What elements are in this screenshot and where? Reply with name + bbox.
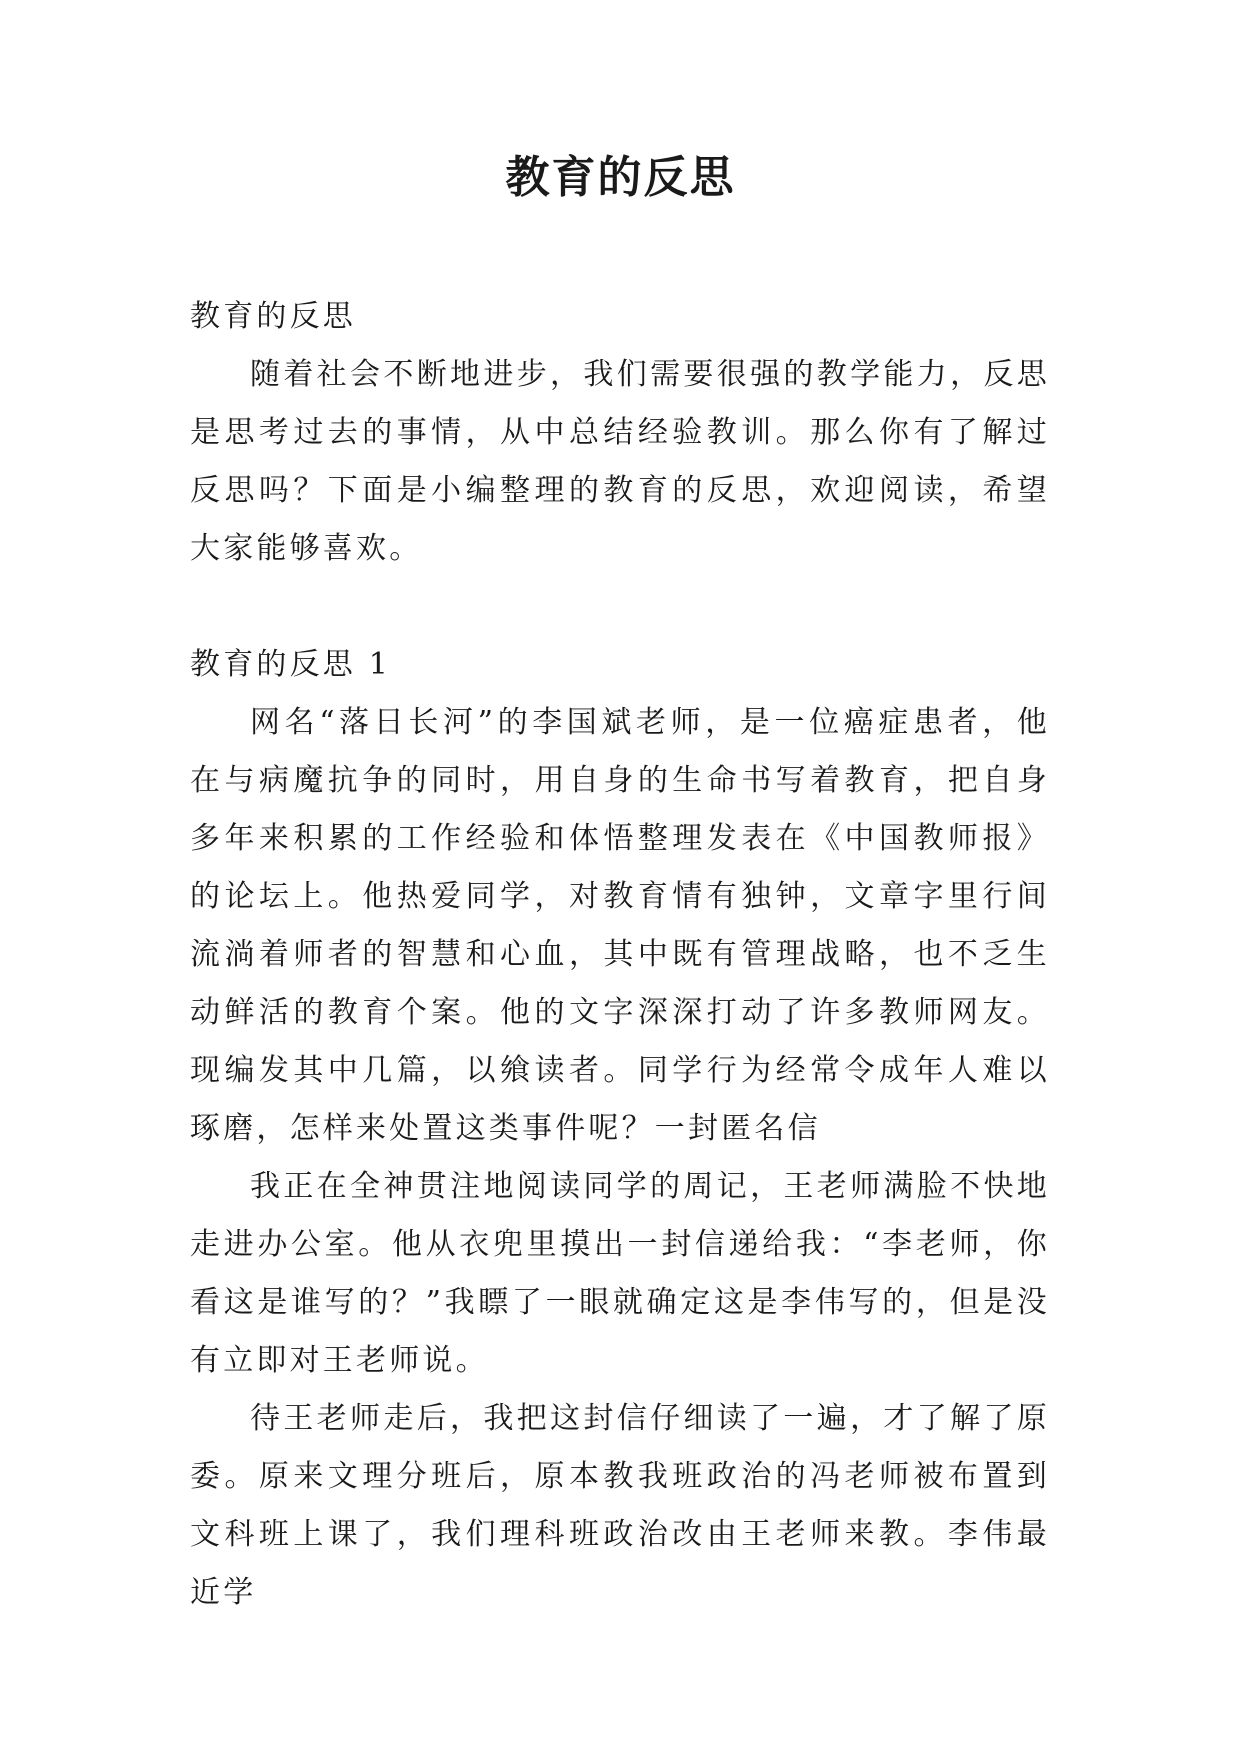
document-body [190, 288, 1050, 1622]
section-heading: 教育的反思 1 [190, 647, 392, 682]
intro-paragraph: 随着社会不断地进步，我们需要很强的教学能力，反思是思考过去的事情，从中总结经验教训。那么你有了解过反思吗？下面是小编整理的教育的反思，欢迎阅读，希望大家能够喜欢。 [190, 357, 1050, 566]
body-paragraph: 我正在全神贯注地阅读同学的周记，王老师满脸不快地走进办公室。他从衣兜里摸出一封信递给我：“李老师，你看这是谁写的？”我瞟了一眼就确定这是李伟写的，但是没有立即对王老师说。 [190, 1169, 1050, 1378]
document-subtitle: 教育的反思 [190, 299, 356, 334]
paragraph-spacer [190, 578, 1050, 636]
body-paragraph: 待王老师走后，我把这封信仔细读了一遍，才了解了原委。原来文理分班后，原本教我班政治的冯老师被布置到文科班上课了，我们理科班政治改由王老师来教。李伟最近学 [190, 1401, 1050, 1610]
document-title: 教育的反思 [505, 152, 736, 203]
body-paragraph: 网名“落日长河”的李国斌老师，是一位癌症患者，他在与病魔抗争的同时，用自身的生命书写着教育，把自身多年来积累的工作经验和体悟整理发表在《中国教师报》的论坛上。他热爱同学，对教育情有独钟，文章字里行间流淌着师者的智慧和心血，其中既有管理战略，也不乏生动鲜活的教育个案。他的文字深深打动了许多教师网友。现编发其中几篇，以飨读者。同学行为经常令成年人难以琢磨，怎样来处置这类事件呢？一封匿名信 [190, 705, 1050, 1146]
